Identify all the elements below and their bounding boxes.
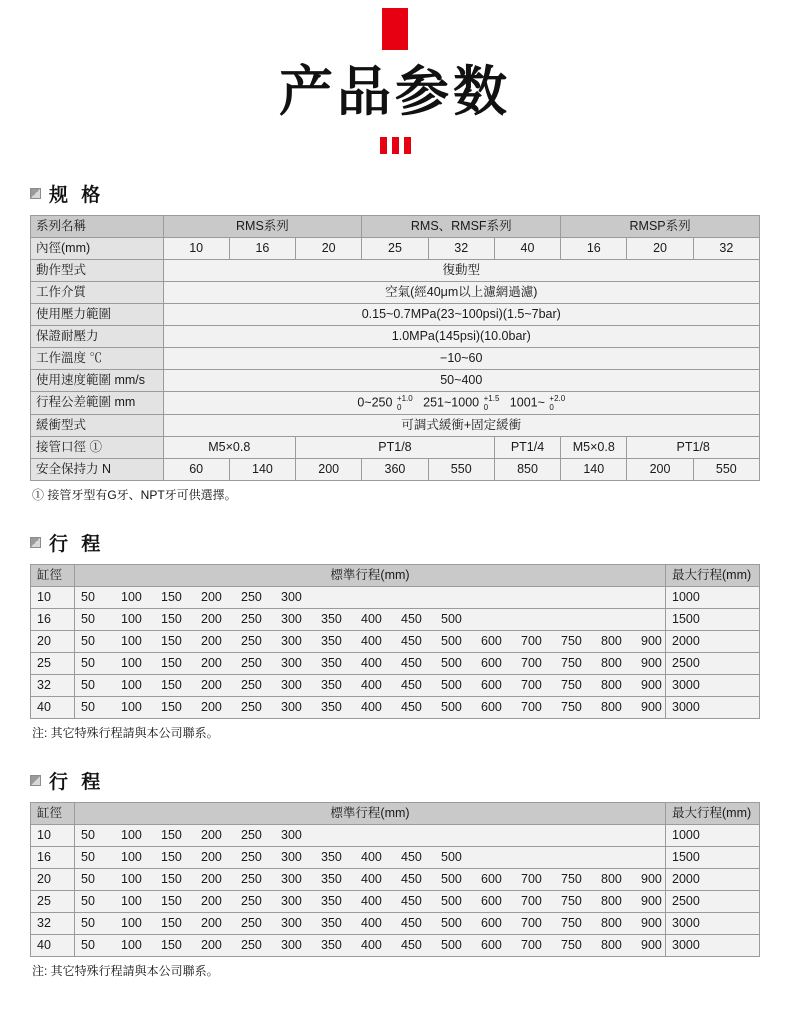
spec-row-label: 內徑(mm) — [31, 237, 164, 259]
stroke-standard-cell: 50 100 150 200 250 300 350 400 450 500 600 700 750 800 900 — [75, 652, 666, 674]
stroke-header-bore: 缸徑 — [31, 802, 75, 824]
section-title-spec: 规 格 — [49, 184, 105, 206]
stroke-bore-cell: 40 — [31, 696, 75, 718]
spec-cell: 復動型 — [163, 259, 759, 281]
stroke-standard-cell: 50 100 150 200 250 300 350 400 450 500 600 700 750 800 900 — [75, 890, 666, 912]
spec-row — [31, 325, 760, 347]
stroke-table-1 — [30, 564, 760, 719]
spec-cell: 40 — [494, 237, 560, 259]
spec-cell: RMSP系列 — [561, 215, 760, 237]
stroke-bore-cell: 32 — [31, 674, 75, 696]
stroke-1-footnote: 注: 其它特殊行程請與本公司聯系。 — [32, 725, 219, 740]
table-row — [31, 696, 760, 718]
stroke-bore-cell: 25 — [31, 652, 75, 674]
spec-row — [31, 259, 760, 281]
spec-row — [31, 414, 760, 436]
spec-cell: 50~400 — [163, 369, 759, 391]
stroke-max-cell: 3000 — [666, 912, 760, 934]
section-heading-spec — [30, 180, 760, 207]
spec-cell: 25 — [362, 237, 428, 259]
spec-cell: M5×0.8 — [561, 436, 627, 458]
spec-cell: 550 — [428, 458, 494, 480]
spec-row-label: 接管口徑 ① — [31, 436, 164, 458]
spec-row-label: 使用速度範圍 mm/s — [31, 369, 164, 391]
spec-cell: 20 — [296, 237, 362, 259]
spec-cell: 32 — [693, 237, 759, 259]
stroke-table-2 — [30, 802, 760, 957]
dot-3 — [404, 137, 411, 154]
spec-cell: RMS系列 — [163, 215, 362, 237]
spec-row-label: 系列名稱 — [31, 215, 164, 237]
table-row — [31, 824, 760, 846]
spec-cell: PT1/4 — [494, 436, 560, 458]
spec-row-label: 工作介質 — [31, 281, 164, 303]
stroke-bore-cell: 10 — [31, 586, 75, 608]
stroke-standard-cell: 50 100 150 200 250 300 350 400 450 500 600 700 750 800 900 — [75, 674, 666, 696]
stroke-max-cell: 2500 — [666, 652, 760, 674]
table-row — [31, 674, 760, 696]
stroke-standard-cell: 50 100 150 200 250 300 350 400 450 500 600 700 750 800 900 — [75, 934, 666, 956]
square-marker-icon — [30, 537, 41, 548]
spec-row — [31, 436, 760, 458]
square-marker-icon — [30, 188, 41, 199]
spec-cell: 10 — [163, 237, 229, 259]
stroke-bore-cell: 40 — [31, 934, 75, 956]
spec-cell: −10~60 — [163, 347, 759, 369]
stroke-bore-cell: 16 — [31, 846, 75, 868]
stroke-2-footnote: 注: 其它特殊行程請與本公司聯系。 — [32, 963, 219, 978]
spec-row-label: 使用壓力範圍 — [31, 303, 164, 325]
spec-cell: 200 — [627, 458, 693, 480]
spec-cell: 16 — [229, 237, 295, 259]
stroke-standard-cell: 50 100 150 200 250 300 350 400 450 500 600 700 750 800 900 — [75, 696, 666, 718]
spec-row — [31, 303, 760, 325]
spec-row — [31, 237, 760, 259]
spec-row — [31, 281, 760, 303]
spec-cell: 0.15~0.7MPa(23~100psi)(1.5~7bar) — [163, 303, 759, 325]
spec-row-label: 保證耐壓力 — [31, 325, 164, 347]
spec-row-label: 工作溫度 ℃ — [31, 347, 164, 369]
specification-table — [30, 215, 760, 481]
spec-cell: 可調式緩衝+固定緩衝 — [163, 414, 759, 436]
spec-row-label: 動作型式 — [31, 259, 164, 281]
spec-cell: 850 — [494, 458, 560, 480]
stroke-header-row — [31, 564, 760, 586]
spec-cell: PT1/8 — [296, 436, 495, 458]
stroke-max-cell: 1000 — [666, 824, 760, 846]
spec-row-label: 緩衝型式 — [31, 414, 164, 436]
stroke-standard-cell: 50 100 150 200 250 300 — [75, 586, 666, 608]
stroke-header-standard: 標準行程(mm) — [75, 564, 666, 586]
spec-row — [31, 458, 760, 480]
stroke-max-cell: 3000 — [666, 696, 760, 718]
spec-cell: 空氣(經40μm以上濾網過濾) — [163, 281, 759, 303]
dot-1 — [380, 137, 387, 154]
header-accent-bar — [382, 8, 408, 50]
stroke-header-max: 最大行程(mm) — [666, 564, 760, 586]
stroke-bore-cell: 10 — [31, 824, 75, 846]
section-title-stroke-2: 行 程 — [49, 771, 105, 793]
stroke-bore-cell: 20 — [31, 630, 75, 652]
spec-cell: 20 — [627, 237, 693, 259]
spec-cell: 1.0MPa(145psi)(10.0bar) — [163, 325, 759, 347]
spec-row — [31, 347, 760, 369]
spec-cell: 140 — [229, 458, 295, 480]
table-row — [31, 608, 760, 630]
spec-cell: 550 — [693, 458, 759, 480]
spec-row-label: 安全保持力 N — [31, 458, 164, 480]
stroke-standard-cell: 50 100 150 200 250 300 350 400 450 500 — [75, 846, 666, 868]
spec-cell: M5×0.8 — [163, 436, 296, 458]
stroke-bore-cell: 16 — [31, 608, 75, 630]
table-row — [31, 890, 760, 912]
section-heading-stroke-2 — [30, 767, 760, 794]
spec-footnote: ① 接管牙型有G牙、NPT牙可供選擇。 — [32, 487, 237, 502]
table-row — [31, 912, 760, 934]
stroke-max-cell: 1500 — [666, 608, 760, 630]
stroke-standard-cell: 50 100 150 200 250 300 350 400 450 500 600 700 750 800 900 — [75, 630, 666, 652]
table-row — [31, 652, 760, 674]
spec-cell: RMS、RMSF系列 — [362, 215, 561, 237]
spec-cell: 360 — [362, 458, 428, 480]
spec-cell: 140 — [561, 458, 627, 480]
spec-row-label: 行程公差範圍 mm — [31, 391, 164, 414]
stroke-standard-cell: 50 100 150 200 250 300 350 400 450 500 600 700 750 800 900 — [75, 912, 666, 934]
spec-cell: 32 — [428, 237, 494, 259]
spec-cell: 16 — [561, 237, 627, 259]
stroke-bore-cell: 20 — [31, 868, 75, 890]
table-row — [31, 934, 760, 956]
stroke-standard-cell: 50 100 150 200 250 300 350 400 450 500 — [75, 608, 666, 630]
spec-row — [31, 215, 760, 237]
page-title: 产品参数 — [279, 62, 511, 122]
spec-row — [31, 391, 760, 414]
header-dots-decoration — [30, 137, 760, 154]
spec-cell: PT1/8 — [627, 436, 760, 458]
stroke-header-max: 最大行程(mm) — [666, 802, 760, 824]
stroke-max-cell: 1000 — [666, 586, 760, 608]
stroke-max-cell: 2000 — [666, 868, 760, 890]
square-marker-icon — [30, 775, 41, 786]
stroke-header-row — [31, 802, 760, 824]
stroke-bore-cell: 32 — [31, 912, 75, 934]
spec-cell: 200 — [296, 458, 362, 480]
table-row — [31, 586, 760, 608]
stroke-standard-cell: 50 100 150 200 250 300 350 400 450 500 600 700 750 800 900 — [75, 868, 666, 890]
table-row — [31, 846, 760, 868]
spec-cell: 0~250 +1.0 0 251~1000 +1.5 0 1001~ +2.0 0 — [163, 391, 759, 414]
stroke-header-standard: 標準行程(mm) — [75, 802, 666, 824]
dot-2 — [392, 137, 399, 154]
table-row — [31, 868, 760, 890]
stroke-max-cell: 3000 — [666, 674, 760, 696]
stroke-header-bore: 缸徑 — [31, 564, 75, 586]
stroke-max-cell: 2000 — [666, 630, 760, 652]
page-header — [30, 0, 760, 154]
stroke-max-cell: 1500 — [666, 846, 760, 868]
stroke-bore-cell: 25 — [31, 890, 75, 912]
spec-cell: 60 — [163, 458, 229, 480]
stroke-max-cell: 2500 — [666, 890, 760, 912]
section-title-stroke-1: 行 程 — [49, 533, 105, 555]
stroke-standard-cell: 50 100 150 200 250 300 — [75, 824, 666, 846]
table-row — [31, 630, 760, 652]
spec-row — [31, 369, 760, 391]
stroke-max-cell: 3000 — [666, 934, 760, 956]
section-heading-stroke-1 — [30, 529, 760, 556]
